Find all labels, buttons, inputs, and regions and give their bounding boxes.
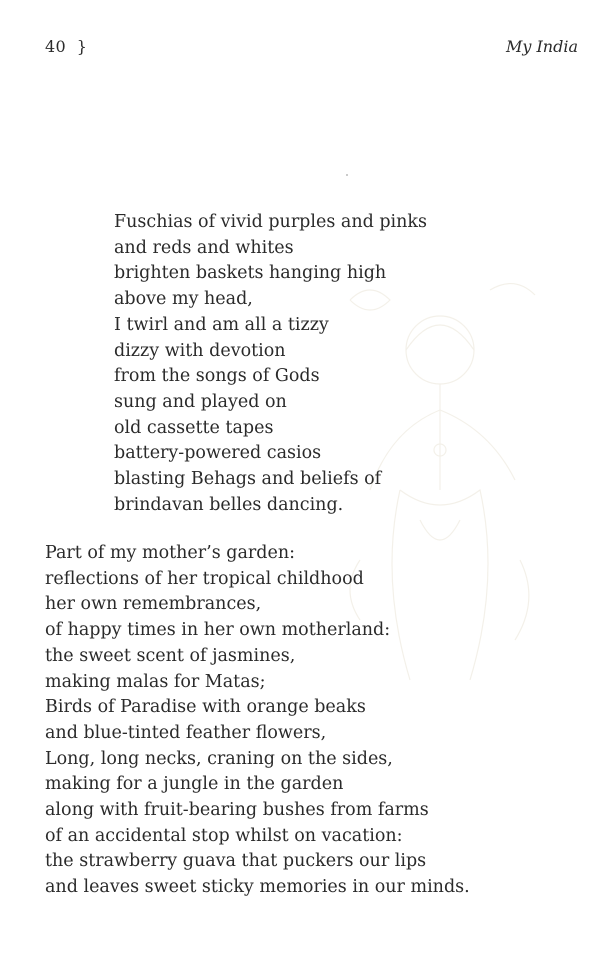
poem-line: the sweet scent of jasmines, [45,645,296,666]
page-number: 40 [45,37,66,56]
poem-line: above my head, [114,289,253,310]
poem-line: brindavan belles dancing. [114,494,344,515]
running-title: My India [505,37,578,56]
poem-line: making for a jungle in the garden [45,774,344,795]
poem-line: dizzy with devotion [114,340,286,361]
poem-line: making malas for Matas; [45,671,266,692]
poem-stanza-1 [114,210,427,518]
header-bracket: } [76,37,88,56]
poem-line: her own remembrances, [45,594,262,615]
poem-line: I twirl and am all a tizzy [114,314,329,335]
poem-line: from the songs of Gods [114,366,320,387]
poem-line: the strawberry guava that puckers our lips [45,851,427,872]
poem-line: reflections of her tropical childhood [45,568,364,589]
poem-line: sung and played on [114,391,287,412]
poem-line: Long, long necks, craning on the sides, [45,748,393,769]
poem-line: Birds of Paradise with orange beaks [45,697,366,718]
poem-line: battery-powered casios [114,443,322,464]
poem-line: of happy times in her own motherland: [45,620,391,641]
poem-line: Fuschias of vivid purples and pinks [114,212,428,232]
poem-line: and leaves sweet sticky memories in our minds. [45,877,470,898]
poem-line: Part of my mother’s garden: [45,543,295,563]
poem-stanza-2 [45,541,470,901]
poem-line: and reds and whites [114,237,294,258]
poem-line: brighten baskets hanging high [114,263,387,284]
poem-line: blasting Behags and beliefs of [114,469,382,490]
poem-line: along with fruit-bearing bushes from farms [45,800,429,821]
poem-line: old cassette tapes [114,417,274,438]
poem-line: and blue-tinted feather flowers, [45,722,327,743]
print-speck [346,174,348,176]
page-number-header [45,37,87,56]
poem-line: of an accidental stop whilst on vacation: [45,825,403,846]
